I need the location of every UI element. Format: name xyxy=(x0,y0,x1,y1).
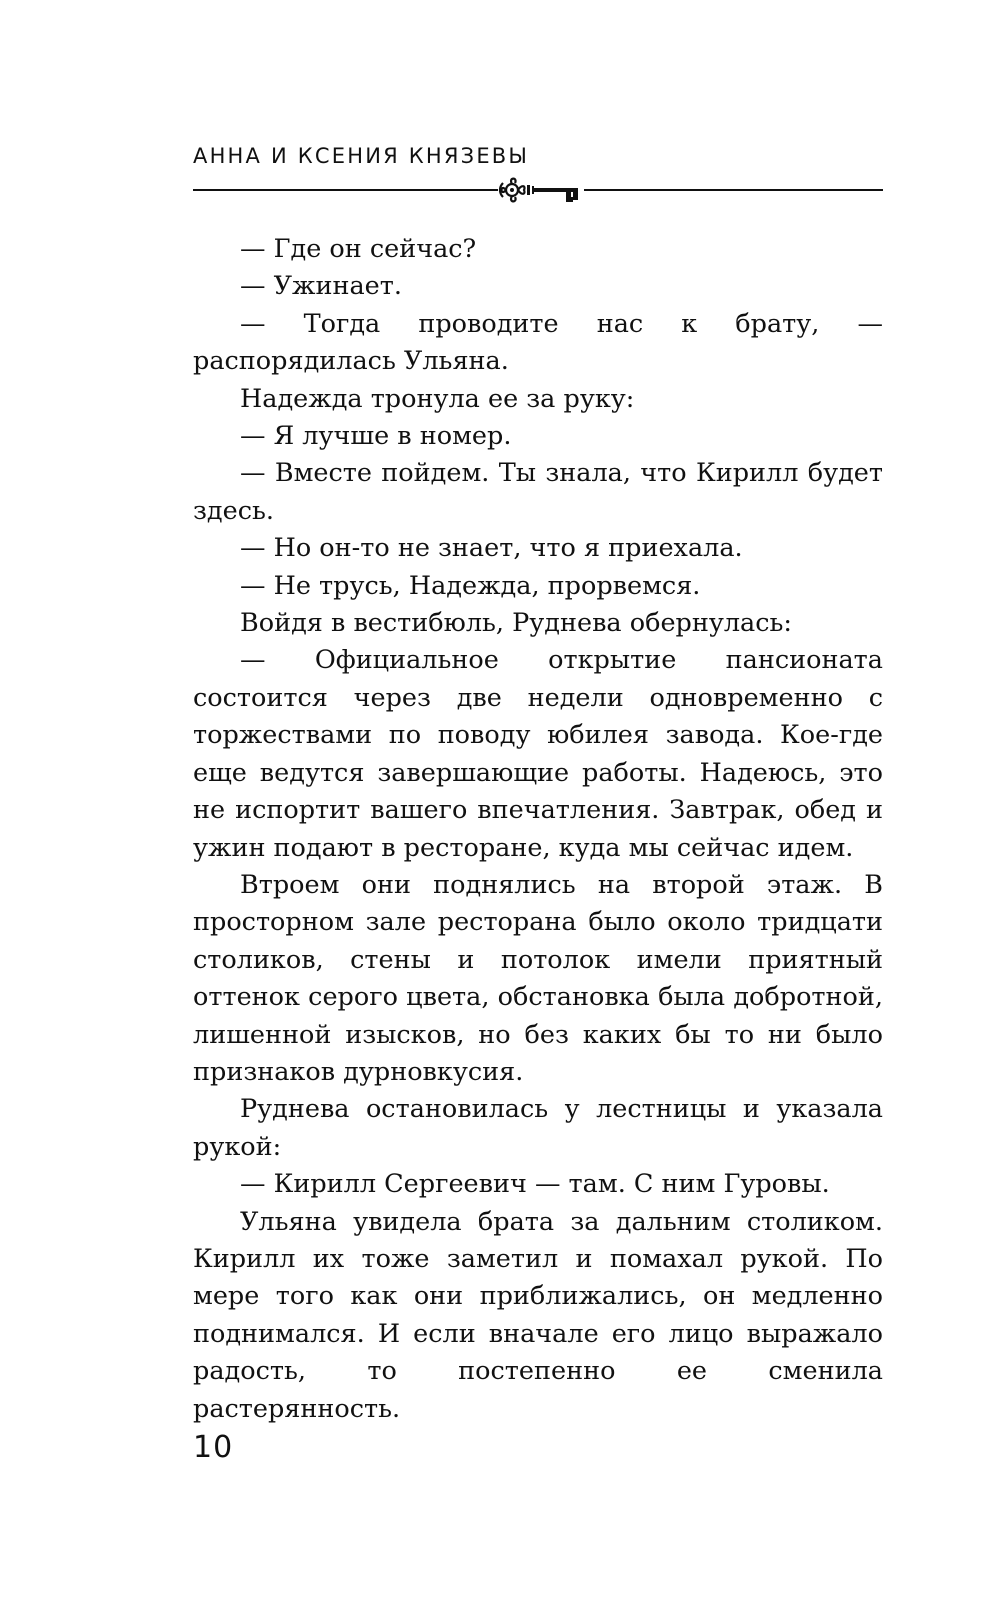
running-header: АННА И КСЕНИЯ КНЯЗЕВЫ xyxy=(193,144,530,168)
body-text xyxy=(193,231,883,1428)
paragraph: — Официальное открытие пансионата состоится через две недели одновременно с торжествами по поводу юбилея завода. Кое-где еще ведутся завершающие работы. Надеюсь, это не испортит вашего впечатления. Завтрак, обед и ужин подают в ресторане, куда мы сейчас идем. xyxy=(193,645,883,863)
paragraph: — Я лучше в номер. xyxy=(240,421,512,452)
paragraph: Войдя в вестибюль, Руднева обернулась: xyxy=(240,608,793,639)
paragraph: — Где он сейчас? xyxy=(240,234,477,264)
key-icon xyxy=(498,169,584,211)
paragraph: — Но он-то не знает, что я приехала. xyxy=(240,533,743,564)
paragraph: Руднева остановилась у лестницы и указала рукой: xyxy=(193,1094,883,1162)
paragraph: — Вместе пойдем. Ты знала, что Кирилл будет здесь. xyxy=(193,458,883,526)
paragraph: — Тогда проводите нас к брату, — распорядилась Ульяна. xyxy=(193,308,883,377)
paragraph: — Кирилл Сергеевич — там. С ним Гуровы. xyxy=(240,1169,830,1200)
paragraph: Ульяна увидела брата за дальним столиком. Кирилл их тоже заметил и помахал рукой. По мере того как они приближались, он медленно поднимался. И если вначале его лицо выражало радость, то постепенно ее сменила растерянность. xyxy=(193,1206,883,1424)
paragraph: — Ужинает. xyxy=(240,271,402,302)
paragraph: — Не трусь, Надежда, прорвемся. xyxy=(240,570,701,601)
page-number: 10 xyxy=(193,1430,234,1465)
paragraph: Надежда тронула ее за руку: xyxy=(240,383,635,414)
paragraph: Втроем они поднялись на второй этаж. В просторном зале ресторана было около тридцати столиков, стены и потолок имели приятный оттенок серого цвета, обстановка была добротной, лишенной изысков, но без каких бы то ни было признаков дурновкусия. xyxy=(193,869,883,1087)
